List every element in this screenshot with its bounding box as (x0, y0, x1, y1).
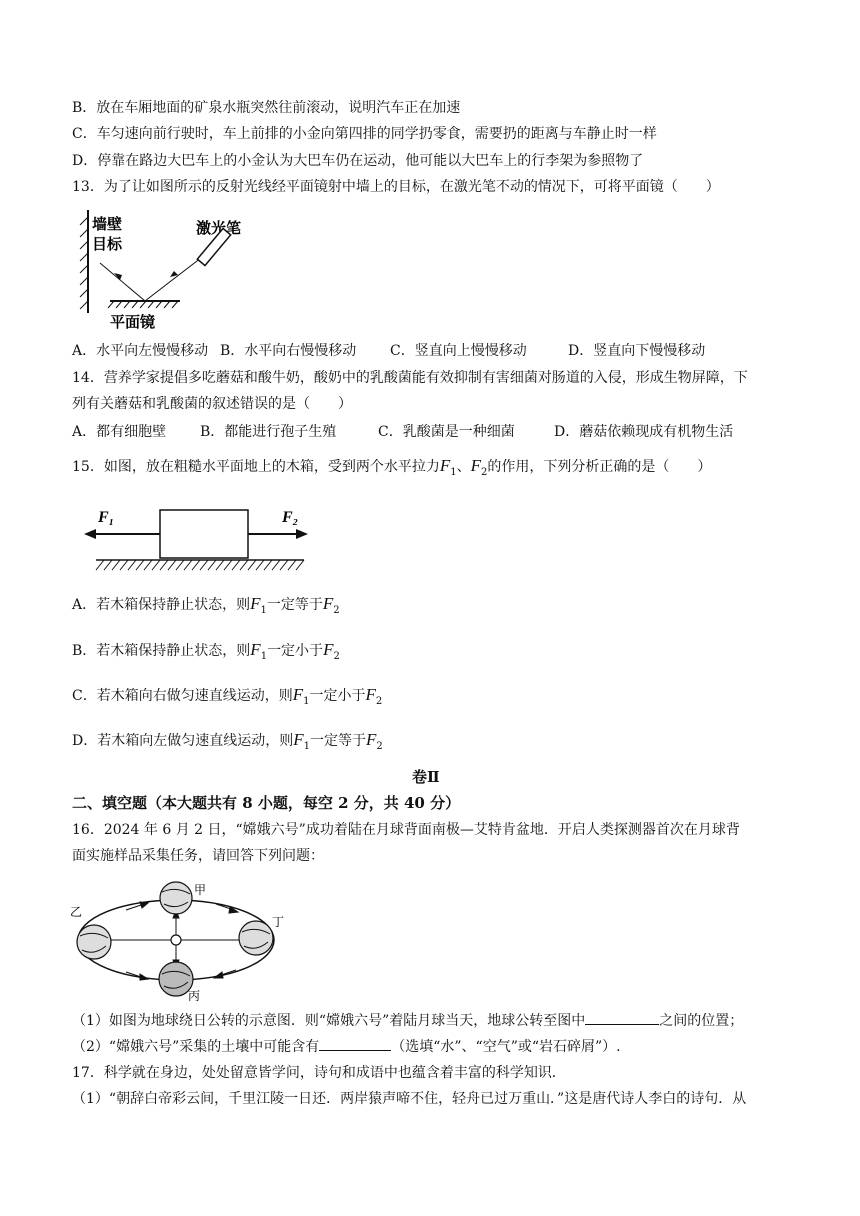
sep: 、 (456, 459, 471, 475)
q15-option-b-text: B．若木箱保持静止状态，则 (72, 643, 251, 659)
q13-option-d: D．竖直向下慢慢移动 (568, 343, 706, 359)
q14-option-d: D．蘑菇依赖现成有机物生活 (554, 424, 734, 440)
mirror-label: 平面镜 (110, 313, 156, 331)
f-symbol: F (365, 685, 376, 704)
q17-sub1: （1）“朝辞白帝彩云间，千里江陵一日还．两岸猿声啼不住，轻舟已过万重山．”这是唐代诗人李白的诗句．从 (72, 1091, 747, 1107)
q15-option-d-text: D．若木箱向左做匀速直线运动，则 (72, 733, 294, 749)
q16-stem-line2: 面实施样品采集任务，请回答下列问题： (72, 848, 324, 864)
sub: 2 (375, 695, 383, 707)
answer-blank-2[interactable] (319, 1036, 391, 1051)
q14-stem-line1: 14．营养学家提倡多吃蘑菇和酸牛奶，酸奶中的乳酸菌能有效抑制有害细菌对肠道的入侵，形成生物屏障，下 (72, 370, 748, 386)
q15-stem (72, 456, 711, 483)
f-symbol: F (293, 730, 304, 749)
sub: 2 (333, 650, 340, 662)
sub: 1 (260, 650, 268, 662)
f1-sub: 1 (450, 466, 457, 478)
sub: 2 (333, 604, 340, 616)
q13-option-a: A．水平向左慢慢移动 (72, 343, 209, 359)
f2-symbol: F (470, 456, 481, 475)
f-symbol: F (323, 640, 334, 659)
f-symbol: F (250, 640, 261, 659)
q13-stem: 13．为了让如图所示的反射光线经平面镜射中墙上的目标，在激光笔不动的情况下，可将平面镜（ ） (72, 179, 720, 195)
q16-stem-line1: 16．2024 年 6 月 2 日，“嫦娥六号”成功着陆在月球背面南极—艾特肯盆地．开启人类探测器首次在月球背 (72, 822, 740, 838)
f2-sub: 2 (480, 466, 488, 478)
q16-sub2 (72, 1036, 621, 1057)
label-yi: 乙 (70, 905, 83, 919)
q16-sub1-tail: 之间的位置； (659, 1013, 744, 1029)
q15-option-d-mid: 一定等于 (310, 733, 366, 749)
q14-option-b: B．都能进行孢子生殖 (200, 424, 337, 440)
q15-option-b-mid: 一定小于 (267, 643, 324, 659)
f2-label: F₂ (282, 509, 299, 526)
q12-option-b: B．放在车厢地面的矿泉水瓶突然往前滚动，说明汽车正在加速 (72, 100, 461, 116)
q15-option-b (72, 640, 340, 667)
wall-label: 墙壁 (92, 215, 123, 233)
q15-option-d (72, 730, 383, 757)
q14-option-a: A．都有细胞壁 (72, 424, 167, 440)
laser-pen-label: 激光笔 (196, 219, 242, 237)
f1-symbol: F (439, 456, 451, 475)
f-symbol: F (292, 685, 304, 704)
q13-options (72, 341, 705, 361)
earth-jia (160, 882, 192, 914)
q12-option-c: C．车匀速向前行驶时，车上前排的小金向第四排的同学扔零食，需要扔的距离与车静止时一样 (72, 126, 657, 142)
q16-sub1 (72, 1010, 743, 1031)
label-jia: 甲 (194, 883, 207, 897)
f-symbol: F (322, 594, 334, 613)
q15-option-a (72, 594, 340, 621)
box-forces-figure (78, 496, 318, 580)
earth-orbit-figure (66, 880, 306, 1002)
sub: 2 (376, 740, 383, 752)
q15-option-c (72, 685, 382, 712)
q14-option-c: C．乳酸菌是一种细菌 (378, 424, 515, 440)
f-symbol: F (250, 594, 261, 613)
answer-blank-1[interactable] (585, 1010, 659, 1025)
q15-stem-tail: 的作用，下列分析正确的是（ ） (487, 459, 712, 475)
sub: 1 (303, 740, 310, 752)
earth-yi (77, 925, 111, 959)
sub: 1 (260, 604, 267, 616)
q16-sub1-text: （1）如图为地球绕日公转的示意图．则“嫦娥六号”着陆月球当天，地球公转至图中 (72, 1013, 586, 1029)
q17-stem: 17．科学就在身边，处处留意皆学问，诗句和成语中也蕴含着丰富的科学知识． (72, 1065, 566, 1081)
sub: 1 (303, 695, 310, 707)
q15-option-c-text: C．若木箱向右做匀速直线运动，则 (72, 688, 293, 704)
q13-option-b: B．水平向右慢慢移动 (220, 343, 357, 359)
f1-label: F₁ (98, 509, 115, 526)
earth-ding (239, 921, 273, 955)
q15-stem-text: 15．如图，放在粗糙水平面地上的木箱，受到两个水平拉力 (72, 459, 440, 475)
q15-option-a-mid: 一定等于 (266, 597, 323, 613)
q12-option-d: D．停靠在路边大巴车上的小金认为大巴车仍在运动，他可能以大巴车上的行李架为参照物了 (72, 153, 644, 169)
section-heading: 二、填空题（本大题共有 8 小题，每空 2 分，共 40 分） (72, 794, 461, 812)
q15-option-a-text: A．若木箱保持静止状态，则 (72, 597, 251, 613)
label-bing: 丙 (188, 989, 201, 1002)
f-symbol: F (366, 730, 377, 749)
q16-sub2-text: （2）“嫦娥六号”采集的土壤中可能含有 (72, 1039, 320, 1055)
target-label: 目标 (92, 235, 123, 253)
q14-stem-line2: 列有关蘑菇和乳酸菌的叙述错误的是（ ） (72, 396, 352, 412)
q16-sub2-tail: （选填“水”、“空气”或“岩石碎屑”）. (391, 1039, 621, 1055)
label-ding: 丁 (272, 915, 285, 929)
q15-option-c-mid: 一定小于 (309, 688, 366, 704)
mirror-figure (70, 205, 270, 333)
q14-options (72, 422, 733, 442)
part-title: 卷Ⅱ (412, 768, 440, 786)
q13-option-c: C．竖直向上慢慢移动 (390, 343, 527, 359)
